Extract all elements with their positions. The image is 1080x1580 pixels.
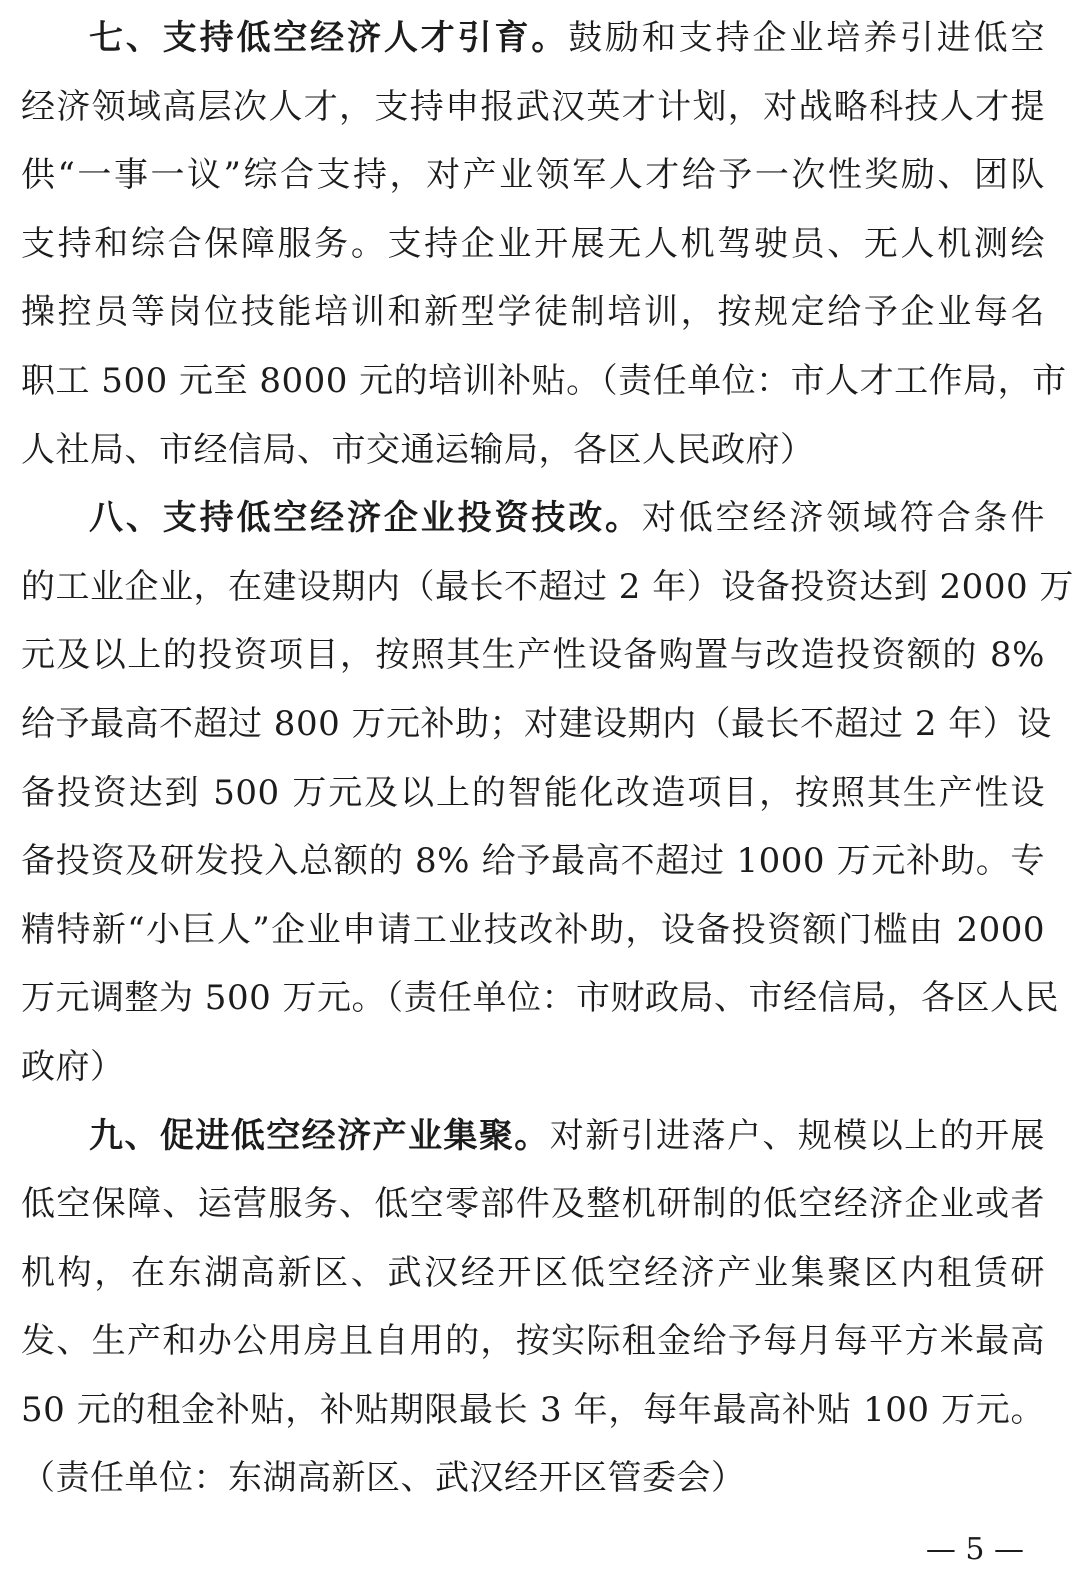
paragraph-line: 备投资及研发投入总额的 8% 给予最高不超过 1000 万元补助。专 [21,841,1045,882]
document-body [21,4,1074,1513]
paragraph-line: 元及以上的投资项目，按照其生产性设备购置与改造投资额的 8% [21,635,1045,676]
paragraph-text: 鼓励和支持企业培养引进低空 [568,18,1046,58]
paragraph-line: 万元调整为 500 万元。（责任单位：市财政局、市经信局，各区人民 [21,978,1060,1019]
paragraph-text: 对低空经济领域符合条件 [641,498,1046,539]
paragraph-first-line [21,484,1045,553]
paragraph-line: 的工业企业，在建设期内（最长不超过 2 年）设备投资达到 2000 万 [21,566,1074,607]
paragraph-line: 支持和综合保障服务。支持企业开展无人机驾驶员、无人机测绘 [21,223,1045,264]
paragraph-line: 50 元的租金补贴，补贴期限最长 3 年，每年最高补贴 100 万元。 [21,1389,1045,1430]
paragraph-line: 职工 500 元至 8000 元的培训补贴。（责任单位：市人才工作局，市 [21,360,1067,401]
paragraph-line: 操控员等岗位技能培训和新型学徒制培训，按规定给予企业每名 [21,292,1045,333]
page-number: — 5 — [925,1532,1024,1567]
section-heading: 七、支持低空经济人才引育。 [89,18,569,58]
section-9 [21,1102,1045,1514]
paragraph-line: （责任单位：东湖高新区、武汉经开区管委会） [21,1458,746,1499]
paragraph-line: 供“一事一议”综合支持，对产业领军人才给予一次性奖励、团队 [21,155,1045,196]
paragraph-line: 给予最高不超过 800 万元补助；对建设期内（最长不超过 2 年）设 [21,703,1052,744]
paragraph-text: 对新引进落户、规模以上的开展 [549,1115,1045,1156]
paragraph-line: 精特新“小巨人”企业申请工业技改补助，设备投资额门槛由 2000 [21,909,1045,950]
paragraph-line: 发、生产和办公用房且自用的，按实际租金给予每月每平方米最高 [21,1321,1045,1362]
paragraph-line: 经济领域高层次人才，支持申报武汉英才计划，对战略科技人才提 [21,86,1045,127]
paragraph-line: 政府） [21,1046,125,1087]
section-7 [21,4,1067,484]
paragraph-line: 人社局、市经信局、市交通运输局，各区人民政府） [21,429,815,470]
section-8 [21,484,1074,1101]
section-heading: 八、支持低空经济企业投资技改。 [89,498,642,539]
paragraph-first-line [21,4,1045,73]
section-heading: 九、促进低空经济产业集聚。 [89,1115,550,1156]
paragraph-first-line [21,1102,1045,1171]
paragraph-line: 备投资达到 500 万元及以上的智能化改造项目，按照其生产性设 [21,772,1045,813]
paragraph-line: 低空保障、运营服务、低空零部件及整机研制的低空经济企业或者 [21,1184,1045,1225]
paragraph-line: 机构，在东湖高新区、武汉经开区低空经济产业集聚区内租赁研 [21,1252,1045,1293]
